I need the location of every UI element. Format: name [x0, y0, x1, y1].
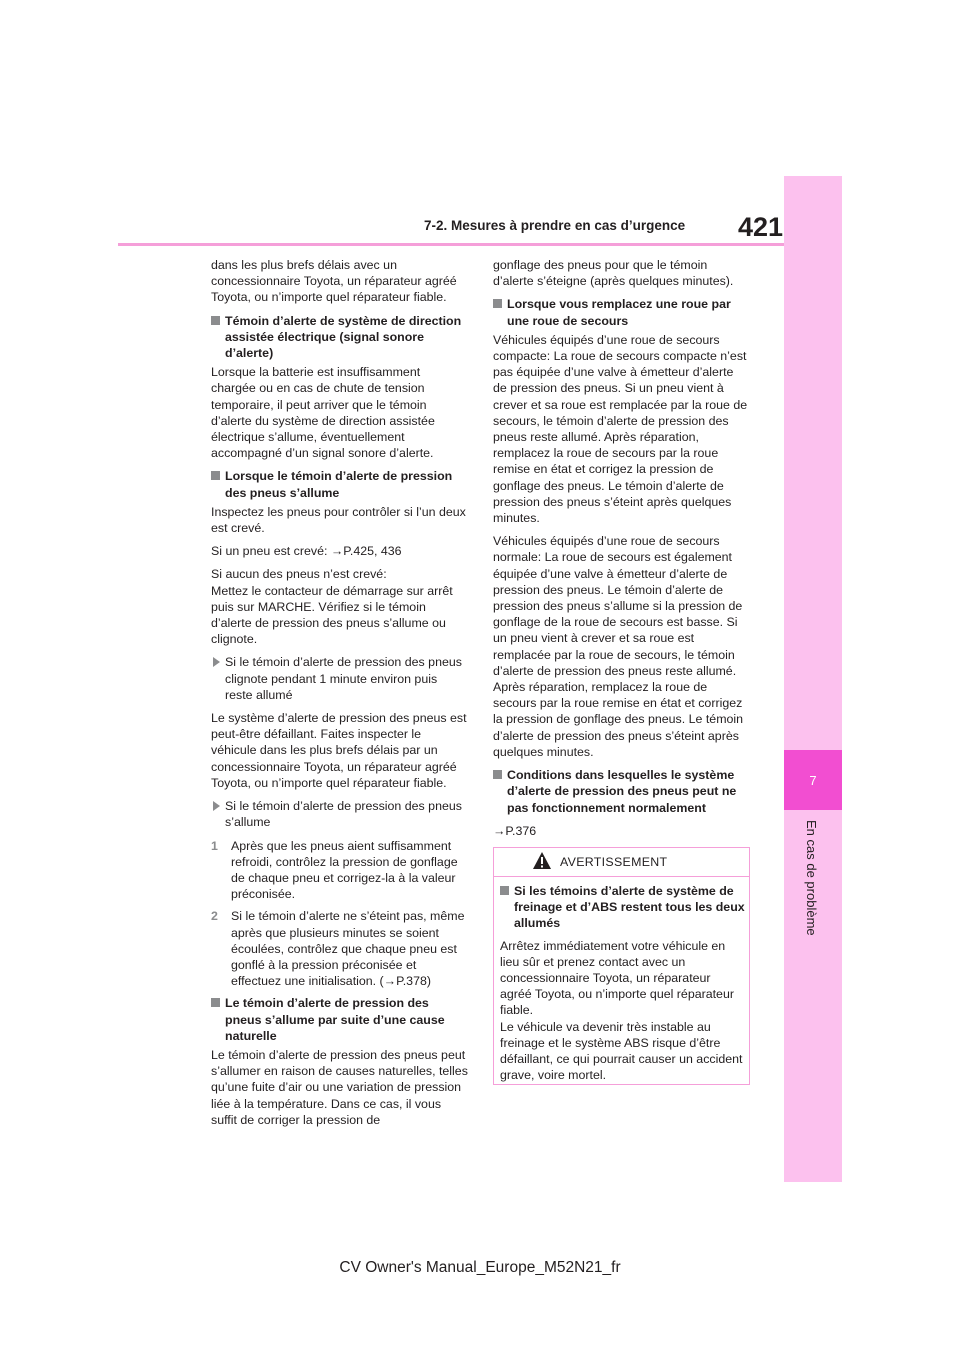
- warning-box: [493, 847, 750, 1085]
- no-flat-tire-text: [211, 566, 468, 647]
- spare-wheel-heading: [493, 296, 750, 328]
- step-1-text: Après que les pneus aient suffisamment refroidi, contrôlez la pression de gonflage de chaque pneu et corrigez-la à la valeur préconisée.: [231, 838, 458, 902]
- on-bullet-text: Si le témoin d’alerte de pression des pneus s’allume: [225, 799, 462, 830]
- flat-tire-reference: Si un pneu est crevé: →P.425, 436: [211, 544, 402, 559]
- left-column: [211, 257, 468, 1135]
- square-bullet-icon: [211, 471, 220, 480]
- square-bullet-icon: [211, 998, 220, 1007]
- step-2: [211, 908, 468, 989]
- warning-triangle-icon: [532, 851, 552, 870]
- right-column: [493, 257, 750, 846]
- warning-heading: [500, 883, 745, 932]
- step-number: 2: [211, 909, 218, 924]
- triangle-bullet-icon: [213, 657, 220, 667]
- step-2-text: Si le témoin d’alerte ne s’éteint pas, même après que plusieurs minutes se soient écoulées, contrôlez que chaque pneu est gonflé à la pression préconisée et effectuez une initialisation. (→P.378): [231, 909, 465, 989]
- chapter-number: 7: [809, 773, 817, 788]
- tire-pressure-heading-text: Lorsque le témoin d’alerte de pression des pneus s’allume: [225, 469, 453, 500]
- warning-body: [494, 877, 749, 1083]
- page-number: 421: [738, 212, 784, 242]
- square-bullet-icon: [211, 316, 220, 325]
- blink-bullet-text: Si le témoin d’alerte de pression des pneus clignote pendant 1 minute environ puis reste allumé: [225, 655, 462, 702]
- warning-text-1: Arrêtez immédiatement votre véhicule en lieu sûr et prenez contact avec un concessionnaire Toyota, un réparateur agréé Toyota, ou n’importe quel réparateur fiable.: [500, 938, 734, 1018]
- warning-heading-text: Si les témoins d’alerte de système de freinage et d’ABS restent tous les deux allumés: [514, 884, 745, 931]
- spare-wheel-heading-text: Lorsque vous remplacez une roue par une roue de secours: [507, 297, 731, 328]
- step-1: [211, 838, 468, 903]
- chapter-number-box: [784, 750, 842, 810]
- square-bullet-icon: [500, 886, 509, 895]
- warning-header: [494, 848, 749, 877]
- footer-manual-id: CV Owner's Manual_Europe_M52N21_fr: [339, 1259, 621, 1276]
- compact-spare-text: Véhicules équipés d’une roue de secours compacte: La roue de secours compacte n’est pas équipée d’une valve à émetteur d’alerte de pression des pneus. Si un pneu vient à crever et sa roue est remplacée par la roue de secours, le témoin d’alerte de pression des pneus reste allumé. Après réparation, remplacez la roue de secours par la roue remise en état et corrigez la pression de gonflage des pneus. Le témoin d’alerte de pression des pneus s’éteint après quelques minutes.: [493, 332, 748, 526]
- warning-title: AVERTISSEMENT: [560, 855, 668, 869]
- header-rule: [118, 243, 784, 246]
- warning-text-2: Le véhicule va devenir très instable au freinage et le système ABS risque d’être défaillant, ce qui pourrait causer un accident grave, voire mortel.: [500, 1019, 743, 1083]
- intro-text: dans les plus brefs délais avec un concessionnaire Toyota, un réparateur agréé Toyota, ou n’importe quel réparateur fiable.: [211, 258, 457, 305]
- square-bullet-icon: [493, 770, 502, 779]
- no-flat-line-2: Mettez le contacteur de démarrage sur arrêt puis sur MARCHE. Vérifiez si le témoin d’alerte de pression des pneus s’allume ou clignote.: [211, 583, 453, 647]
- chapter-side-tab: [784, 176, 842, 1182]
- chapter-title: En cas de problème: [804, 820, 819, 936]
- power-steering-body: Lorsque la batterie est insuffisamment chargée ou en cas de chute de tension temporaire, il peut arriver que le témoin d’alerte du système de direction assistée électrique s’allume, éventuellement accompagné d’un signal sonore d’alerte.: [211, 365, 435, 461]
- tire-pressure-body: Inspectez les pneus pour contrôler si l’un deux est crevé.: [211, 504, 466, 536]
- natural-cause-heading-text: Le témoin d’alerte de pression des pneus s’allume par suite d’une cause naturelle: [225, 996, 445, 1043]
- triangle-bullet-icon: [213, 801, 220, 811]
- natural-cause-heading: [211, 995, 468, 1044]
- normal-spare-text: Véhicules équipés d’une roue de secours normale: La roue de secours est également équipée d’une valve à émetteur d’alerte de pression des pneus. Le témoin d’alerte de pression des pneus s’allume si la pression de gonflage de la roue de secours est basse. Si un pneu vient à crever et sa roue est remplacée par la roue de secours, le témoin d’alerte de pression des pneus reste allumé. Après réparation, remplacez la roue de secours par la roue remise en état et corrigez la pression de gonflage des pneus. Le témoin d’alerte de pression des pneus s’éteint après quelques minutes.: [493, 534, 744, 759]
- blink-body: Le système d’alerte de pression des pneus est peut-être défaillant. Faites inspecter le véhicule dans les plus brefs délais par un concessionnaire Toyota, un réparateur agréé Toyota, ou n’importe quel réparateur fiable.: [211, 711, 467, 790]
- tire-pressure-heading: [211, 468, 468, 500]
- no-flat-line-1: Si aucun des pneus n’est crevé:: [211, 567, 387, 582]
- blink-bullet: [211, 654, 468, 703]
- power-steering-heading-text: Témoin d’alerte de système de direction assistée électrique (signal sonore d’alerte): [225, 313, 462, 361]
- conditions-heading-text: Conditions dans lesquelles le système d’alerte de pression des pneus peut ne pas fonctionnement normalement: [507, 768, 737, 815]
- on-bullet: [211, 798, 468, 830]
- conditions-reference: →P.376: [493, 823, 537, 838]
- power-steering-heading: [211, 313, 468, 362]
- natural-cause-body: Le témoin d’alerte de pression des pneus peut s’allumer en raison de causes naturelles, telles qu’une fuite d’air ou une variation de pression liée à la température. Dans ce cas, il vous suffit de corriger la pression de: [211, 1047, 468, 1127]
- continuation-text: gonflage des pneus pour que le témoin d’alerte s’éteigne (après quelques minutes).: [493, 258, 734, 289]
- conditions-heading: [493, 767, 750, 816]
- step-number: 1: [211, 838, 218, 853]
- warning-text: [500, 938, 745, 1084]
- section-title: 7-2. Mesures à prendre en cas d’urgence: [424, 218, 686, 233]
- square-bullet-icon: [493, 299, 502, 308]
